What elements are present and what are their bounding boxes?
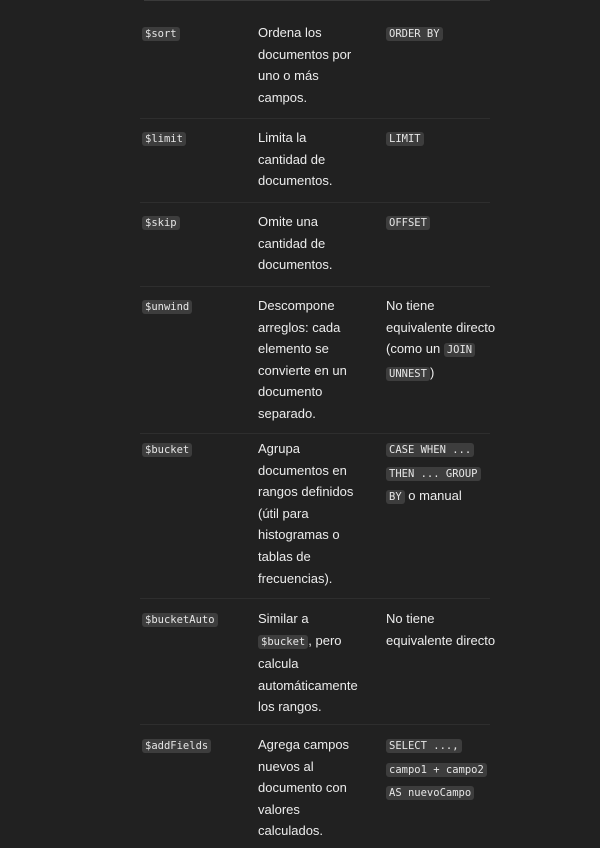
operator-code: $unwind bbox=[142, 300, 192, 314]
sql-line bbox=[386, 485, 496, 509]
table-row bbox=[140, 295, 496, 433]
sql-text: equivalente directo bbox=[386, 632, 496, 648]
description-line: documentos por bbox=[258, 46, 352, 62]
sql-code: UNNEST bbox=[386, 367, 430, 381]
operator-code: $addFields bbox=[142, 739, 211, 753]
sql-cell bbox=[386, 438, 496, 509]
description-line: documentos en bbox=[258, 462, 347, 478]
operator-code: $skip bbox=[142, 216, 180, 230]
operator-cell bbox=[142, 438, 192, 462]
description-cell bbox=[258, 295, 366, 425]
row-divider bbox=[140, 433, 490, 434]
description-line: histogramas o bbox=[258, 527, 340, 543]
sql-cell bbox=[386, 127, 496, 151]
description-line: documento bbox=[258, 384, 323, 400]
table-row bbox=[140, 438, 490, 598]
description-line: separado. bbox=[258, 405, 316, 421]
description-cell bbox=[258, 127, 366, 192]
description-line: tablas de bbox=[258, 548, 311, 564]
description-cell bbox=[258, 734, 366, 842]
description-line: cantidad de bbox=[258, 235, 326, 251]
sql-line bbox=[386, 338, 496, 362]
description-line: elemento se bbox=[258, 341, 329, 357]
sql-code: AS nuevoCampo bbox=[386, 786, 474, 800]
description-line: Agrega campos bbox=[258, 737, 350, 752]
operator-cell bbox=[142, 127, 186, 151]
operator-code: $bucket bbox=[142, 443, 192, 457]
description-line: nuevos al bbox=[258, 758, 314, 774]
sql-cell bbox=[386, 22, 496, 46]
sql-line bbox=[386, 438, 496, 462]
description-line: Ordena los bbox=[258, 25, 322, 40]
table-row bbox=[140, 22, 490, 118]
operator-cell bbox=[142, 211, 180, 235]
sql-code: BY bbox=[386, 490, 405, 504]
sql-line bbox=[386, 295, 496, 317]
table-row bbox=[140, 734, 490, 848]
row-divider bbox=[140, 118, 490, 119]
operator-code: $limit bbox=[142, 132, 186, 146]
sql-line bbox=[386, 630, 496, 652]
table-row bbox=[140, 608, 496, 724]
sql-text: o manual bbox=[404, 488, 462, 504]
sql-line bbox=[386, 608, 496, 630]
row-divider bbox=[140, 598, 490, 599]
table-row bbox=[140, 211, 490, 286]
description-line: documentos. bbox=[258, 173, 333, 189]
description-line: documento con bbox=[258, 780, 347, 796]
table-top-rule bbox=[144, 0, 490, 1]
description-line: valores bbox=[258, 801, 300, 817]
description-line: calculados. bbox=[258, 823, 324, 839]
description-line: cantidad de bbox=[258, 151, 326, 167]
operator-code: $bucketAuto bbox=[142, 613, 218, 627]
description-line: Similar a bbox=[258, 611, 309, 626]
description-line: uno o más bbox=[258, 68, 319, 84]
row-divider bbox=[140, 202, 490, 203]
description-line: $bucket , pero bbox=[258, 630, 366, 654]
operator-cell bbox=[142, 22, 180, 46]
sql-cell bbox=[386, 211, 496, 235]
row-divider bbox=[140, 724, 490, 725]
description-line: arreglos: cada bbox=[258, 319, 341, 335]
operator-code: $sort bbox=[142, 27, 180, 41]
table-row bbox=[140, 127, 490, 202]
operator-cell bbox=[142, 295, 192, 319]
description-line: (útil para bbox=[258, 505, 309, 521]
sql-line bbox=[386, 362, 496, 386]
sql-code: OFFSET bbox=[386, 216, 430, 230]
sql-text: ) bbox=[429, 364, 435, 380]
sql-line bbox=[386, 462, 496, 486]
description-line: rangos definidos bbox=[258, 484, 354, 500]
description-line: Descompone bbox=[258, 298, 335, 313]
description-line: Agrupa bbox=[258, 441, 300, 456]
description-line: campos. bbox=[258, 89, 308, 105]
sql-code: LIMIT bbox=[386, 132, 424, 146]
description-line: frecuencias). bbox=[258, 570, 333, 586]
sql-code: SELECT ..., bbox=[386, 739, 462, 753]
sql-line bbox=[386, 734, 496, 758]
sql-text: equivalente directo bbox=[386, 319, 496, 335]
inline-code: $bucket bbox=[258, 635, 308, 649]
sql-cell bbox=[386, 734, 496, 805]
sql-cell bbox=[386, 295, 496, 385]
sql-cell bbox=[386, 608, 496, 651]
sql-line bbox=[386, 781, 496, 805]
description-cell bbox=[258, 608, 366, 718]
row-divider bbox=[140, 286, 490, 287]
description-line: automáticamente bbox=[258, 677, 358, 693]
sql-text: (como un bbox=[386, 341, 444, 357]
description-line: convierte en un bbox=[258, 362, 347, 378]
description-line: Limita la bbox=[258, 130, 307, 145]
sql-code: THEN ... GROUP bbox=[386, 467, 481, 481]
sql-code: ORDER BY bbox=[386, 27, 443, 41]
description-cell bbox=[258, 438, 366, 589]
operator-cell bbox=[142, 608, 218, 632]
description-line: calcula bbox=[258, 656, 299, 672]
description-cell bbox=[258, 211, 366, 276]
description-line: los rangos. bbox=[258, 699, 322, 715]
description-line: Omite una bbox=[258, 214, 318, 229]
description-line: documentos. bbox=[258, 257, 333, 273]
sql-line bbox=[386, 317, 496, 339]
sql-code: JOIN bbox=[444, 343, 475, 357]
sql-code: CASE WHEN ... bbox=[386, 443, 474, 457]
operator-cell bbox=[142, 734, 211, 758]
sql-text: No tiene bbox=[386, 611, 435, 626]
sql-text: No tiene bbox=[386, 298, 435, 313]
sql-code: campo1 + campo2 bbox=[386, 763, 487, 777]
sql-line bbox=[386, 758, 496, 782]
description-cell bbox=[258, 22, 366, 108]
